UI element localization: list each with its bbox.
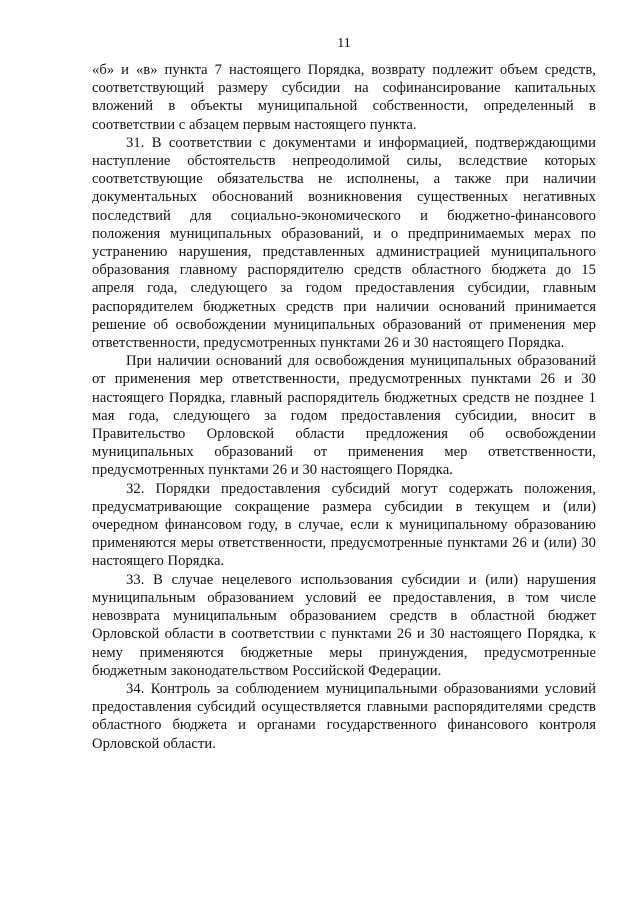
paragraph-31: 31. В соответствии с документами и информацией, подтверждающими наступление обстоятельств непреодолимой силы, вследствие которых соответствующие обязательства не исполнены, а также при наличии документальных обоснований возникновения существенных негативных последствий для социально-экономического и бюджетно-финансового положения муниципальных образований, и о предпринимаемых мерах по устранению нарушения, представленных администрацией муниципального образования главному распорядителю средств областного бюджета до 15 апреля года, следующего за годом предоставления субсидии, главным распорядителем бюджетных средств при наличии оснований принимается решение об освобождении муниципальных образований от применения мер ответственности, предусмотренных пунктами 26 и 30 настоящего Порядка. [92,134,596,352]
paragraph-continuation: «б» и «в» пункта 7 настоящего Порядка, возврату подлежит объем средств, соответствующий размеру субсидии на софинансирование капитальных вложений в объекты муниципальной собственности, определенный в соответствии с абзацем первым настоящего пункта. [92,62,596,133]
page-number: 11 [337,36,351,51]
paragraph-34: 34. Контроль за соблюдением муниципальными образованиями условий предоставления субсидий осуществляется главными распорядителями средств областного бюджета и органами государственного финансового контроля Орловской области. [92,680,596,752]
paragraph-32: 32. Порядки предоставления субсидий могут содержать положения, предусматривающие сокращение размера субсидии в текущем и (или) очередном финансовом году, в случае, если к муниципальному образованию применяются меры ответственности, предусмотренные пунктами 26 и (или) 30 настоящего Порядка. [92,480,596,570]
paragraph-33: 33. В случае нецелевого использования субсидии и (или) нарушения муниципальным образованием условий ее предоставления, в том числе невозврата муниципальным образованием средств в областной бюджет Орловской области в соответствии с пунктами 26 и 30 настоящего Порядка, к нему применяются бюджетные меры принуждения, предусмотренные бюджетным законодательством Российской Федерации. [92,571,596,679]
paragraph-31-exemption: При наличии оснований для освобождения муниципальных образований от применения мер ответственности, предусмотренных пунктами 26 и 30 настоящего Порядка, главный распорядитель бюджетных средств не позднее 1 мая года, следующего за годом предоставления субсидии, вносит в Правительство Орловской области предложения об освобождении муниципальных образований от применения мер ответственности, предусмотренных пунктами 26 и 30 настоящего Порядка. [92,353,596,479]
